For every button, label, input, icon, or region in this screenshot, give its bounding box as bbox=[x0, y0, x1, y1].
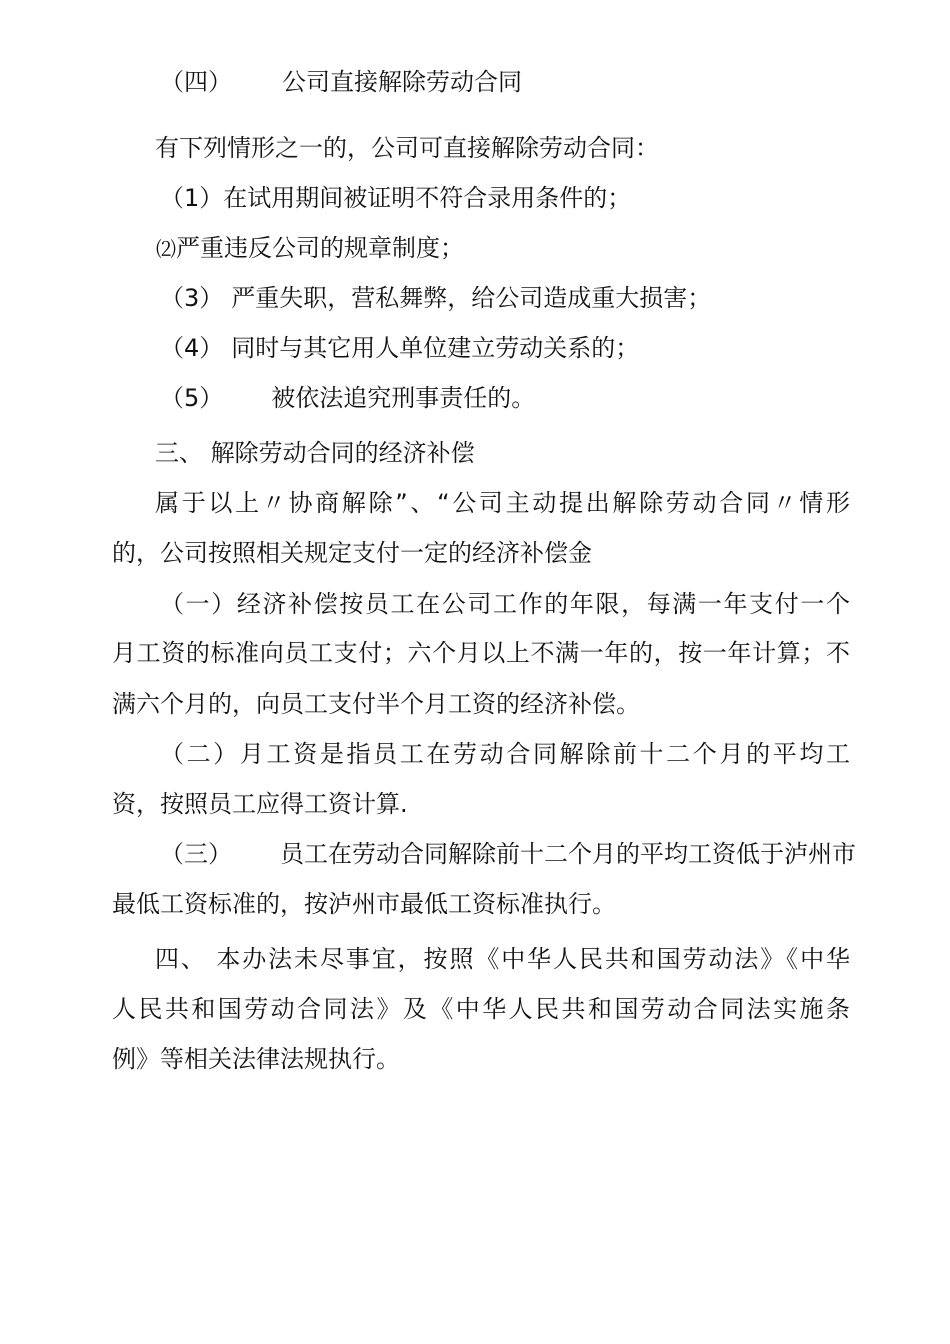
item-text: 在试用期间被证明不符合录用条件的； bbox=[223, 184, 632, 212]
item-number: （4） bbox=[160, 334, 224, 362]
subsection-title: 公司直接解除劳动合同 bbox=[282, 68, 522, 96]
item-text: 被依法追究刑事责任的。 bbox=[271, 384, 536, 412]
section-three-heading: 三、 解除劳动合同的经济补偿 bbox=[155, 439, 475, 467]
item-number: （3） bbox=[160, 284, 224, 312]
section-four-line: 四、 本办法未尽事宜，按照《中华人民共和国劳动法》《中华 bbox=[155, 945, 850, 973]
item-text: 严重失职，营私舞弊，给公司造成重大损害； bbox=[231, 284, 712, 312]
paragraph-line: 资，按照员工应得工资计算. bbox=[112, 790, 408, 818]
item-number: （1） bbox=[160, 184, 224, 212]
intro-text: 有下列情形之一的，公司可直接解除劳动合同： bbox=[155, 134, 659, 162]
subsection-number: （四） bbox=[160, 68, 232, 96]
paragraph-line: 满六个月的，向员工支付半个月工资的经济补偿。 bbox=[112, 690, 640, 718]
list-item bbox=[160, 332, 639, 364]
list-item bbox=[156, 232, 464, 264]
item-text: 同时与其它用人单位建立劳动关系的； bbox=[231, 334, 640, 362]
subsection-four-heading bbox=[160, 66, 522, 98]
item-number: ⑵ bbox=[156, 237, 176, 261]
list-item bbox=[160, 182, 631, 214]
sub-text: 员工在劳动合同解除前十二个月的平均工资低于泸州市 bbox=[280, 840, 856, 868]
list-item bbox=[160, 282, 711, 314]
sub-number: （三） bbox=[160, 840, 232, 868]
paragraph-line: 属于以上〃协商解除”、“公司主动提出解除劳动合同〃情形 bbox=[155, 489, 850, 517]
section-four-line: 人民共和国劳动合同法》及《中华人民共和国劳动合同法实施条 bbox=[112, 995, 850, 1023]
section-four-line: 例》等相关法律法规执行。 bbox=[112, 1045, 400, 1073]
paragraph-line: 的，公司按照相关规定支付一定的经济补偿金 bbox=[112, 539, 592, 567]
paragraph-line: （二）月工资是指员工在劳动合同解除前十二个月的平均工 bbox=[160, 740, 850, 768]
list-item bbox=[160, 382, 535, 414]
paragraph-line: （一）经济补偿按员工在公司工作的年限，每满一年支付一个 bbox=[160, 590, 850, 618]
item-text: 严重违反公司的规章制度； bbox=[176, 234, 464, 262]
paragraph-line: 月工资的标准向员工支付；六个月以上不满一年的，按一年计算；不 bbox=[112, 639, 850, 667]
paragraph-line bbox=[160, 838, 856, 870]
paragraph-line: 最低工资标准的，按泸州市最低工资标准执行。 bbox=[112, 890, 616, 918]
item-number: （5） bbox=[160, 384, 224, 412]
